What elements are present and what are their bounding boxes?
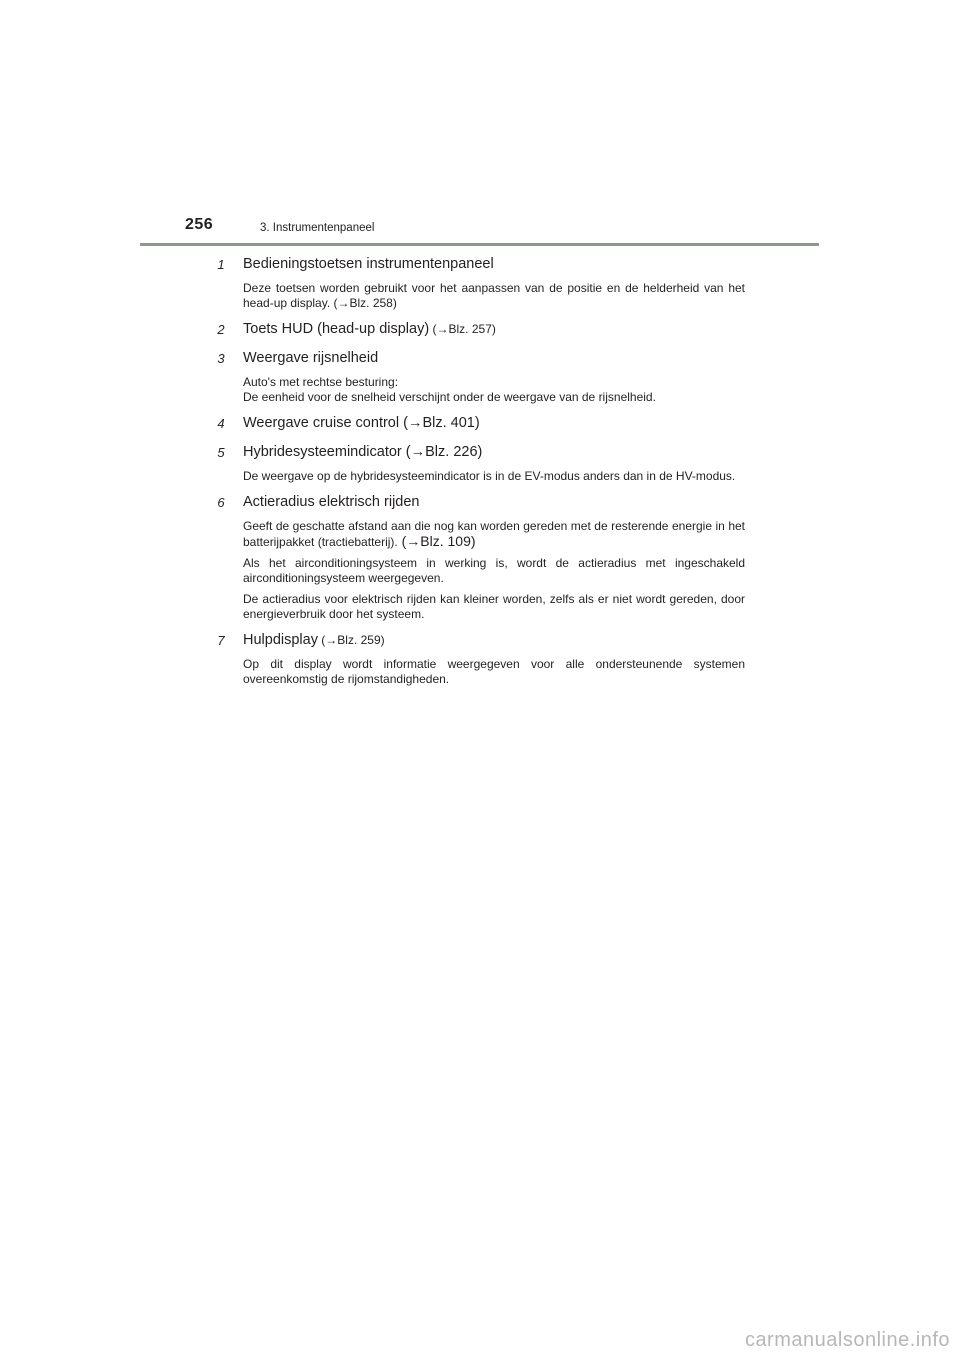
- section-title: 3. Instrumentenpaneel: [260, 222, 375, 234]
- header-divider: [140, 243, 819, 246]
- item-description: De actieradius voor elektrisch rijden kan kleiner worden, zelfs als er niet wordt gereden, door energieverbruik door het systeem.: [243, 592, 745, 621]
- list-item: [213, 347, 745, 412]
- item-number-badge: 3: [217, 351, 225, 366]
- item-title: Toets HUD (head-up display) (→Blz. 257): [243, 321, 496, 337]
- list-item: [213, 441, 745, 491]
- page-reference: (→Blz. 257): [429, 322, 496, 336]
- item-title: Hybridesysteemindicator (→Blz. 226): [243, 444, 483, 460]
- item-number-badge: 2: [217, 322, 225, 337]
- list-item: [213, 253, 745, 318]
- list-item: [213, 629, 745, 687]
- item-title: Hulpdisplay (→Blz. 259): [243, 632, 385, 648]
- item-number-badge: 1: [217, 257, 225, 272]
- list-item: [213, 491, 745, 629]
- item-description: Deze toetsen worden gebruikt voor het aanpassen van de positie en de helderheid van het head-up display. (→Blz. 258): [243, 281, 745, 310]
- page-number: 256: [185, 216, 214, 233]
- item-title: Weergave cruise control (→Blz. 401): [243, 415, 480, 431]
- item-number-badge: 6: [217, 495, 225, 510]
- item-description: De weergave op de hybridesysteemindicator is in de EV-modus anders dan in de HV-modus.: [243, 469, 736, 483]
- item-description: Als het airconditioningsysteem in werking is, wordt de actieradius met ingeschakeld airconditioningsysteem weergegeven.: [243, 556, 745, 585]
- item-number-badge: 4: [217, 416, 225, 431]
- list-item: [213, 318, 745, 347]
- item-description: Geeft de geschatte afstand aan die nog kan worden gereden met de resterende energie in het batterijpakket (tractiebatterij). (→Blz. 109): [243, 519, 745, 549]
- item-number-badge: 7: [217, 633, 225, 648]
- footer-watermark: carmanualsonline.info: [744, 1329, 950, 1351]
- item-title: Bedieningstoetsen instrumentenpaneel: [243, 256, 494, 272]
- item-number-badge: 5: [217, 445, 225, 460]
- item-title: Weergave rijsnelheid: [243, 350, 379, 366]
- item-title: Actieradius elektrisch rijden: [243, 494, 420, 510]
- page-reference: (→Blz. 109): [397, 533, 476, 549]
- item-description: Auto's met rechtse besturing: De eenheid voor de snelheid verschijnt onder de weergave van de rijsnelheid.: [243, 375, 656, 404]
- list-item: [213, 412, 745, 441]
- item-description: Op dit display wordt informatie weergegeven voor alle ondersteunende systemen overeenkomstig de rijomstandigheden.: [243, 657, 745, 686]
- page-reference: (→Blz. 259): [317, 633, 385, 647]
- item-list: [213, 253, 745, 687]
